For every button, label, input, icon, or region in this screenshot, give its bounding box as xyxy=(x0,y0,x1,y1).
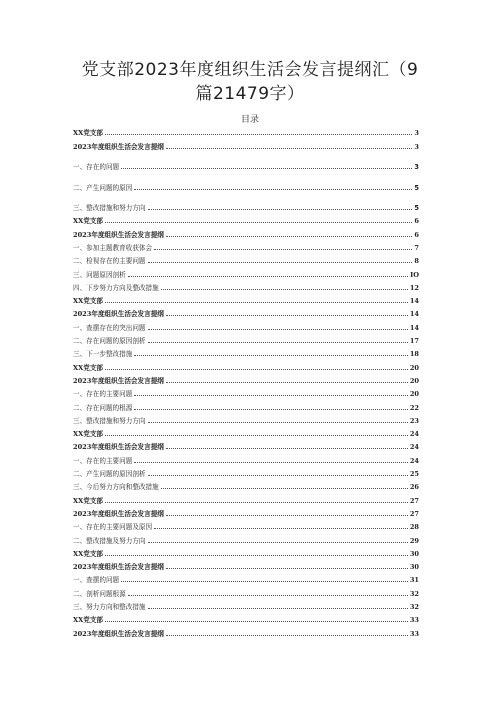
toc-entry[interactable] xyxy=(73,137,419,150)
table-of-contents xyxy=(73,124,419,638)
toc-dot-leader xyxy=(166,235,413,237)
toc-page-number: 20 xyxy=(409,363,419,372)
toc-page-number: 26 xyxy=(409,483,419,492)
toc-page-number: 22 xyxy=(409,403,419,412)
toc-page-number: 23 xyxy=(409,416,419,425)
toc-dot-leader xyxy=(134,354,407,356)
toc-page-number: 14 xyxy=(409,310,419,319)
toc-entry-text: 2023年度组织生活会发言提纲 xyxy=(73,310,164,319)
toc-dot-leader xyxy=(148,261,413,263)
toc-page-number: 24 xyxy=(409,430,419,439)
toc-entry[interactable] xyxy=(73,318,419,331)
toc-entry-text: 一、存在的问题 xyxy=(73,163,120,172)
toc-page-number: 32 xyxy=(409,603,419,611)
toc-dot-leader xyxy=(134,394,407,396)
toc-page-number: 14 xyxy=(409,323,419,332)
toc-entry[interactable] xyxy=(73,545,419,558)
toc-entry-text: 一、存在的主要问题及原因 xyxy=(73,523,153,532)
toc-entry[interactable] xyxy=(73,558,419,571)
toc-page-number: 6 xyxy=(414,230,419,239)
toc-entry[interactable] xyxy=(73,624,419,637)
toc-entry-text: 一、存在的主要问题 xyxy=(73,390,133,399)
toc-entry[interactable] xyxy=(73,611,419,624)
toc-entry-text: 2023年度组织生活会发言提纲 xyxy=(73,629,164,638)
toc-entry-text: XX党支部 xyxy=(73,496,104,505)
toc-entry-text: 一、查摆存在的突出问题 xyxy=(73,323,146,332)
toc-dot-leader xyxy=(105,221,412,223)
toc-entry-text: XX党支部 xyxy=(73,430,104,439)
toc-entry[interactable] xyxy=(73,151,419,172)
toc-page-number: 31 xyxy=(409,576,419,585)
toc-entry-text: 四、下步努力方向及整改措施 xyxy=(73,283,159,292)
toc-entry[interactable] xyxy=(73,332,419,345)
toc-page-number: 18 xyxy=(409,350,419,359)
toc-dot-leader xyxy=(134,188,412,190)
toc-entry-text: XX党支部 xyxy=(73,616,104,625)
toc-page-number: 8 xyxy=(414,257,419,266)
toc-entry[interactable] xyxy=(73,372,419,385)
toc-entry-text: XX党支部 xyxy=(73,363,104,372)
toc-entry-text: 一、参加主题教育收获体会 xyxy=(73,243,153,252)
toc-page-number: 29 xyxy=(409,536,419,545)
toc-entry-text: 二、检视存在的主要问题 xyxy=(73,257,146,266)
toc-page-number: 6 xyxy=(414,217,419,226)
toc-dot-leader xyxy=(134,461,407,463)
toc-page-number: 7 xyxy=(414,243,419,252)
toc-entry-text: XX党支部 xyxy=(73,297,104,306)
toc-entry[interactable] xyxy=(73,124,419,137)
toc-page-number: 14 xyxy=(409,297,419,306)
toc-page-number: 12 xyxy=(409,283,419,292)
toc-page-number: 5 xyxy=(414,204,419,213)
toc-page-number: IO xyxy=(410,270,419,279)
toc-entry-text: 三、努力方向和整改措施 xyxy=(73,603,146,611)
toc-entry-text: XX党支部 xyxy=(73,549,104,558)
toc-page-number: 17 xyxy=(409,337,419,346)
toc-dot-leader xyxy=(121,167,412,169)
toc-entry[interactable] xyxy=(73,239,419,252)
toc-entry-text: 二、产生问题的原因 xyxy=(73,183,133,192)
toc-dot-leader xyxy=(148,541,408,543)
toc-entry[interactable] xyxy=(73,478,419,491)
toc-entry-text: 2023年度组织生活会发言提纲 xyxy=(73,230,164,239)
toc-entry-text: 二、存在问题的原因剖析 xyxy=(73,337,146,346)
toc-entry[interactable] xyxy=(73,305,419,318)
toc-entry-text: XX党支部 xyxy=(73,129,104,138)
toc-entry[interactable] xyxy=(73,279,419,292)
toc-entry[interactable] xyxy=(73,531,419,544)
toc-dot-leader xyxy=(166,314,408,316)
toc-entry-text: 一、存在的主要问题 xyxy=(73,456,133,465)
toc-entry[interactable] xyxy=(73,451,419,464)
toc-entry[interactable] xyxy=(73,358,419,371)
toc-entry-text: 三、整改措施和努力方向 xyxy=(73,416,146,425)
toc-dot-leader xyxy=(105,501,408,503)
toc-entry-text: 2023年度组织生活会发言提纲 xyxy=(73,509,164,518)
toc-page-number: 3 xyxy=(414,129,419,138)
toc-entry[interactable] xyxy=(73,571,419,584)
toc-entry[interactable] xyxy=(73,265,419,278)
toc-heading: 目录 xyxy=(240,115,259,125)
toc-dot-leader xyxy=(128,594,408,596)
toc-entry-text: 三、整改措施和努力方向 xyxy=(73,204,146,213)
toc-dot-leader xyxy=(148,328,408,330)
toc-dot-leader xyxy=(134,408,407,410)
toc-entry-text: 二、存在问题的根源 xyxy=(73,403,133,412)
toc-entry[interactable] xyxy=(73,425,419,438)
document-title-line-2: 篇21479字） xyxy=(195,84,305,104)
toc-page-number: 30 xyxy=(409,563,419,572)
toc-entry-text: 一、查摆的问题 xyxy=(73,576,120,585)
toc-entry-text: 2023年度组织生活会发言提纲 xyxy=(73,563,164,572)
toc-entry-text: 2023年度组织生活会发言提纲 xyxy=(73,142,164,151)
toc-dot-leader xyxy=(166,147,413,149)
toc-entry[interactable] xyxy=(73,412,419,425)
toc-entry[interactable] xyxy=(73,598,419,611)
toc-dot-leader xyxy=(166,567,408,569)
toc-entry[interactable] xyxy=(73,465,419,478)
toc-page-number: 28 xyxy=(409,523,419,532)
toc-dot-leader xyxy=(105,301,408,303)
toc-page-number: 25 xyxy=(409,470,419,479)
toc-page-number: 5 xyxy=(414,183,419,192)
toc-dot-leader xyxy=(154,527,408,529)
document-title-line-1: 党支部2023年度组织生活会发言提纲汇（9 xyxy=(81,60,419,80)
toc-dot-leader xyxy=(128,275,408,277)
toc-page-number: 27 xyxy=(409,496,419,505)
toc-dot-leader xyxy=(161,288,408,290)
toc-dot-leader xyxy=(154,248,412,250)
toc-entry[interactable] xyxy=(73,171,419,192)
toc-dot-leader xyxy=(105,368,408,370)
toc-page-number: 20 xyxy=(409,390,419,399)
toc-dot-leader xyxy=(148,341,408,343)
toc-entry[interactable] xyxy=(73,385,419,398)
toc-dot-leader xyxy=(166,381,408,383)
toc-dot-leader xyxy=(166,634,408,636)
document-title xyxy=(60,58,440,106)
toc-entry[interactable] xyxy=(73,252,419,265)
toc-page-number: 27 xyxy=(409,509,419,518)
toc-page-number: 24 xyxy=(409,443,419,452)
toc-entry[interactable] xyxy=(73,584,419,597)
toc-entry-text: 二、产生问题的原因剖析 xyxy=(73,470,146,479)
toc-entry-text: 二、整改措施及努力方向 xyxy=(73,536,146,545)
toc-dot-leader xyxy=(166,447,408,449)
toc-dot-leader xyxy=(161,487,408,489)
toc-entry-text: 2023年度组织生活会发言提纲 xyxy=(73,443,164,452)
toc-dot-leader xyxy=(105,133,412,135)
toc-page-number: 30 xyxy=(409,549,419,558)
toc-entry[interactable] xyxy=(73,345,419,358)
toc-entry[interactable] xyxy=(73,192,419,213)
toc-dot-leader xyxy=(166,514,408,516)
toc-dot-leader xyxy=(148,474,408,476)
toc-page-number: 32 xyxy=(409,589,419,598)
toc-entry[interactable] xyxy=(73,491,419,504)
toc-entry[interactable] xyxy=(73,438,419,451)
toc-dot-leader xyxy=(105,554,408,556)
toc-entry-text: 三、下一步整改措施 xyxy=(73,350,133,359)
toc-entry-text: XX党支部 xyxy=(73,217,104,226)
toc-page-number: 33 xyxy=(409,629,419,638)
toc-entry[interactable] xyxy=(73,505,419,518)
toc-page-number: 33 xyxy=(409,616,419,625)
toc-entry[interactable] xyxy=(73,292,419,305)
toc-entry[interactable] xyxy=(73,518,419,531)
toc-page-number: 3 xyxy=(414,163,419,172)
toc-dot-leader xyxy=(105,434,408,436)
toc-dot-leader xyxy=(148,208,413,210)
toc-dot-leader xyxy=(121,580,408,582)
toc-entry-text: 三、今后努力方向和整改措施 xyxy=(73,483,159,492)
toc-page-number: 20 xyxy=(409,376,419,385)
toc-entry[interactable] xyxy=(73,398,419,411)
toc-page-number: 24 xyxy=(409,456,419,465)
toc-page-number: 3 xyxy=(414,142,419,151)
toc-entry-text: 2023年度组织生活会发言提纲 xyxy=(73,376,164,385)
toc-dot-leader xyxy=(148,421,408,423)
toc-dot-leader xyxy=(105,620,408,622)
toc-entry-text: 二、剖析问题根源 xyxy=(73,589,126,598)
toc-entry[interactable] xyxy=(73,212,419,225)
toc-entry-text: 三、问题原因剖析 xyxy=(73,270,126,279)
toc-dot-leader xyxy=(148,607,408,609)
toc-entry[interactable] xyxy=(73,225,419,238)
